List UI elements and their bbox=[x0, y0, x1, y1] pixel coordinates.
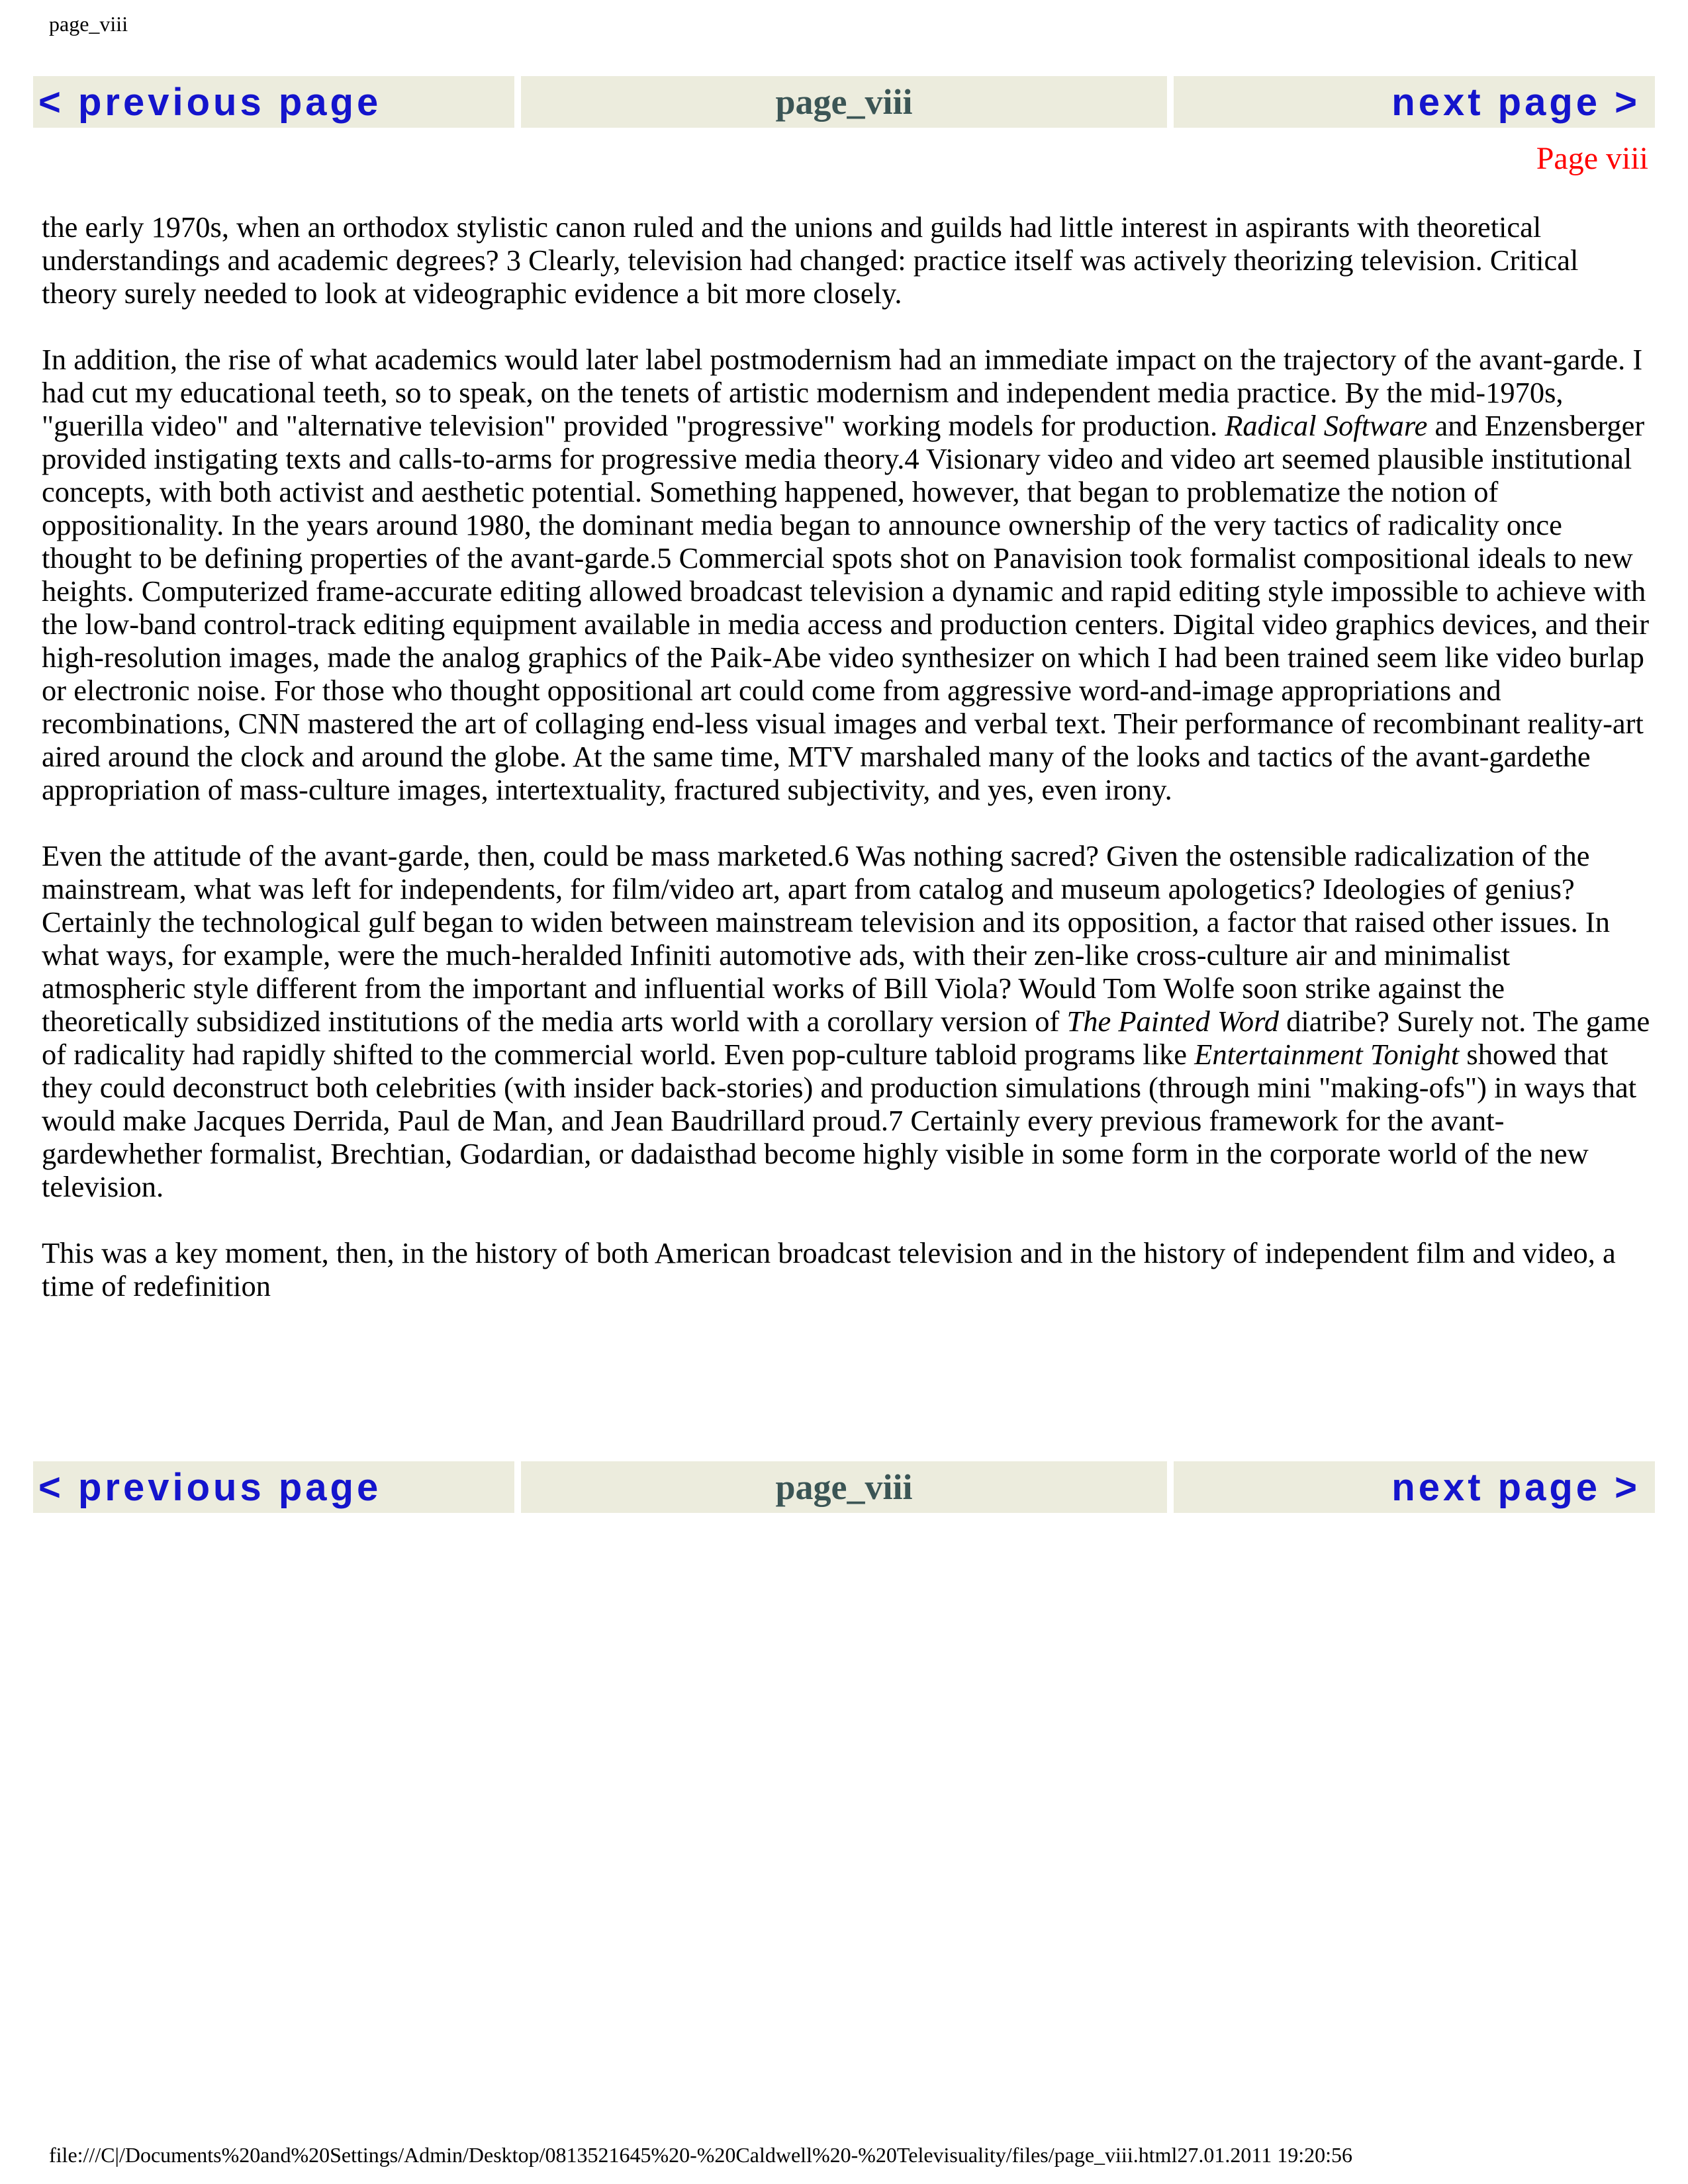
current-page-label: page_viii bbox=[775, 82, 913, 122]
main-text bbox=[42, 210, 1657, 1336]
paragraph-3-text-a: Even the attitude of the avant-garde, then, could be mass marketed.6 Was nothing sacred? Given the ostensible radicalization of the mainstream, what was left for independents, for film/video art, apart from catalog and museum apologetics? Ideologies of genius? Certainly the technological gulf began to widen between mainstream television and its opposition, a factor that raised other issues. In what ways, for example, were the much-heralded Infiniti automotive ads, with their zen-like cross-culture air and minimalist atmospheric style different from the important and influential works of Bill Viola? Would Tom Wolfe soon strike against the theoretically subsidized institutions of the media arts world with a corollary version of bbox=[42, 839, 1610, 1038]
nav-previous-cell bbox=[33, 76, 514, 128]
paragraph-2-text-a: In addition, the rise of what academics would later label postmodernism had an immediate impact on the trajectory of the avant-garde. I had cut my educational teeth, so to speak, on the tenets of artistic modernism and independent media practice. By the mid-1970s, "guerilla video" and "alternative television" provided "progressive" working models for production. bbox=[42, 343, 1643, 442]
paragraph-3-text-c: showed that they could deconstruct both celebrities (with insider back-stories) and production simulations (through mini "making-ofs") in ways that would make Jacques Derrida, Paul de Man, and Jean Baudrillard proud.7 Certainly every previous framework for the avant-gardewhether formalist, Brechtian, Godardian, or dadaisthad become highly visible in some form in the corporate world of the new television. bbox=[42, 1038, 1637, 1203]
next-page-link[interactable]: next page > bbox=[1391, 1465, 1640, 1509]
bottom-navigation-bar bbox=[33, 1461, 1655, 1513]
nav-next-cell bbox=[1174, 76, 1655, 128]
previous-page-link[interactable]: < previous page bbox=[38, 80, 382, 124]
paragraph-3 bbox=[42, 839, 1657, 1203]
previous-page-link[interactable]: < previous page bbox=[38, 1465, 382, 1509]
nav-previous-cell bbox=[33, 1461, 514, 1513]
nav-page-cell bbox=[521, 1461, 1167, 1513]
paragraph-2-text-b: and Enzensberger provided instigating texts and calls-to-arms for progressive media theory.4 Visionary video and video art seemed plausible institutional concepts, with both activist and aesthetic potential. Something happened, however, that began to problematize the notion of oppositionality. In the years around 1980, the dominant media began to announce ownership of the very tactics of radicality once thought to be defining properties of the avant-garde.5 Commercial spots shot on Panavision took formalist compositional ideals to new heights. Computerized frame-accurate editing allowed broadcast television a dynamic and rapid editing style impossible to achieve with the low-band control-track editing equipment available in media access and production centers. Digital video graphics devices, and their high-resolution images, made the analog graphics of the Paik-Abe video synthesizer on which I had been trained seem like video burlap or electronic noise. For those who thought oppositional art could come from aggressive word-and-image appropriations and recombinations, CNN mastered the art of collaging end-less visual images and verbal text. Their performance of recombinant reality-art aired around the clock and around the globe. At the same time, MTV marshaled many of the looks and tactics of the avant-gardethe appropriation of mass-culture images, intertextuality, fractured subjectivity, and yes, even irony. bbox=[42, 409, 1650, 806]
painted-word-title: The Painted Word bbox=[1066, 1005, 1280, 1038]
paragraph-2 bbox=[42, 343, 1657, 806]
nav-page-cell bbox=[521, 76, 1167, 128]
current-page-label: page_viii bbox=[775, 1467, 913, 1507]
paragraph-4: This was a key moment, then, in the history of both American broadcast television and in the history of independent film and video, a time of redefinition bbox=[42, 1236, 1616, 1302]
nav-next-cell bbox=[1174, 1461, 1655, 1513]
paragraph-1: the early 1970s, when an orthodox stylistic canon ruled and the unions and guilds had little interest in aspirants with theoretical understandings and academic degrees? 3 Clearly, television had changed: practice itself was actively theorizing television. Critical theory surely needed to look at videographic evidence a bit more closely. bbox=[42, 210, 1579, 310]
radical-software-title: Radical Software bbox=[1225, 409, 1428, 442]
next-page-link[interactable]: next page > bbox=[1391, 80, 1640, 124]
file-path-footer: file:///C|/Documents%20and%20Settings/Admin/Desktop/0813521645%20-%20Caldwell%20-%20Televisuality/files/page_viii.html27.01.2011 19:20:56 bbox=[49, 2143, 1352, 2167]
paragraph-3-text-b: diatribe? Surely not. The game of radicality had rapidly shifted to the commercial world. Even pop-culture tabloid programs like bbox=[42, 1005, 1650, 1071]
top-navigation-bar bbox=[33, 76, 1655, 128]
entertainment-tonight-title: Entertainment Tonight bbox=[1194, 1038, 1460, 1071]
document-title: page_viii bbox=[49, 12, 128, 36]
page-number: Page viii bbox=[1536, 141, 1648, 176]
